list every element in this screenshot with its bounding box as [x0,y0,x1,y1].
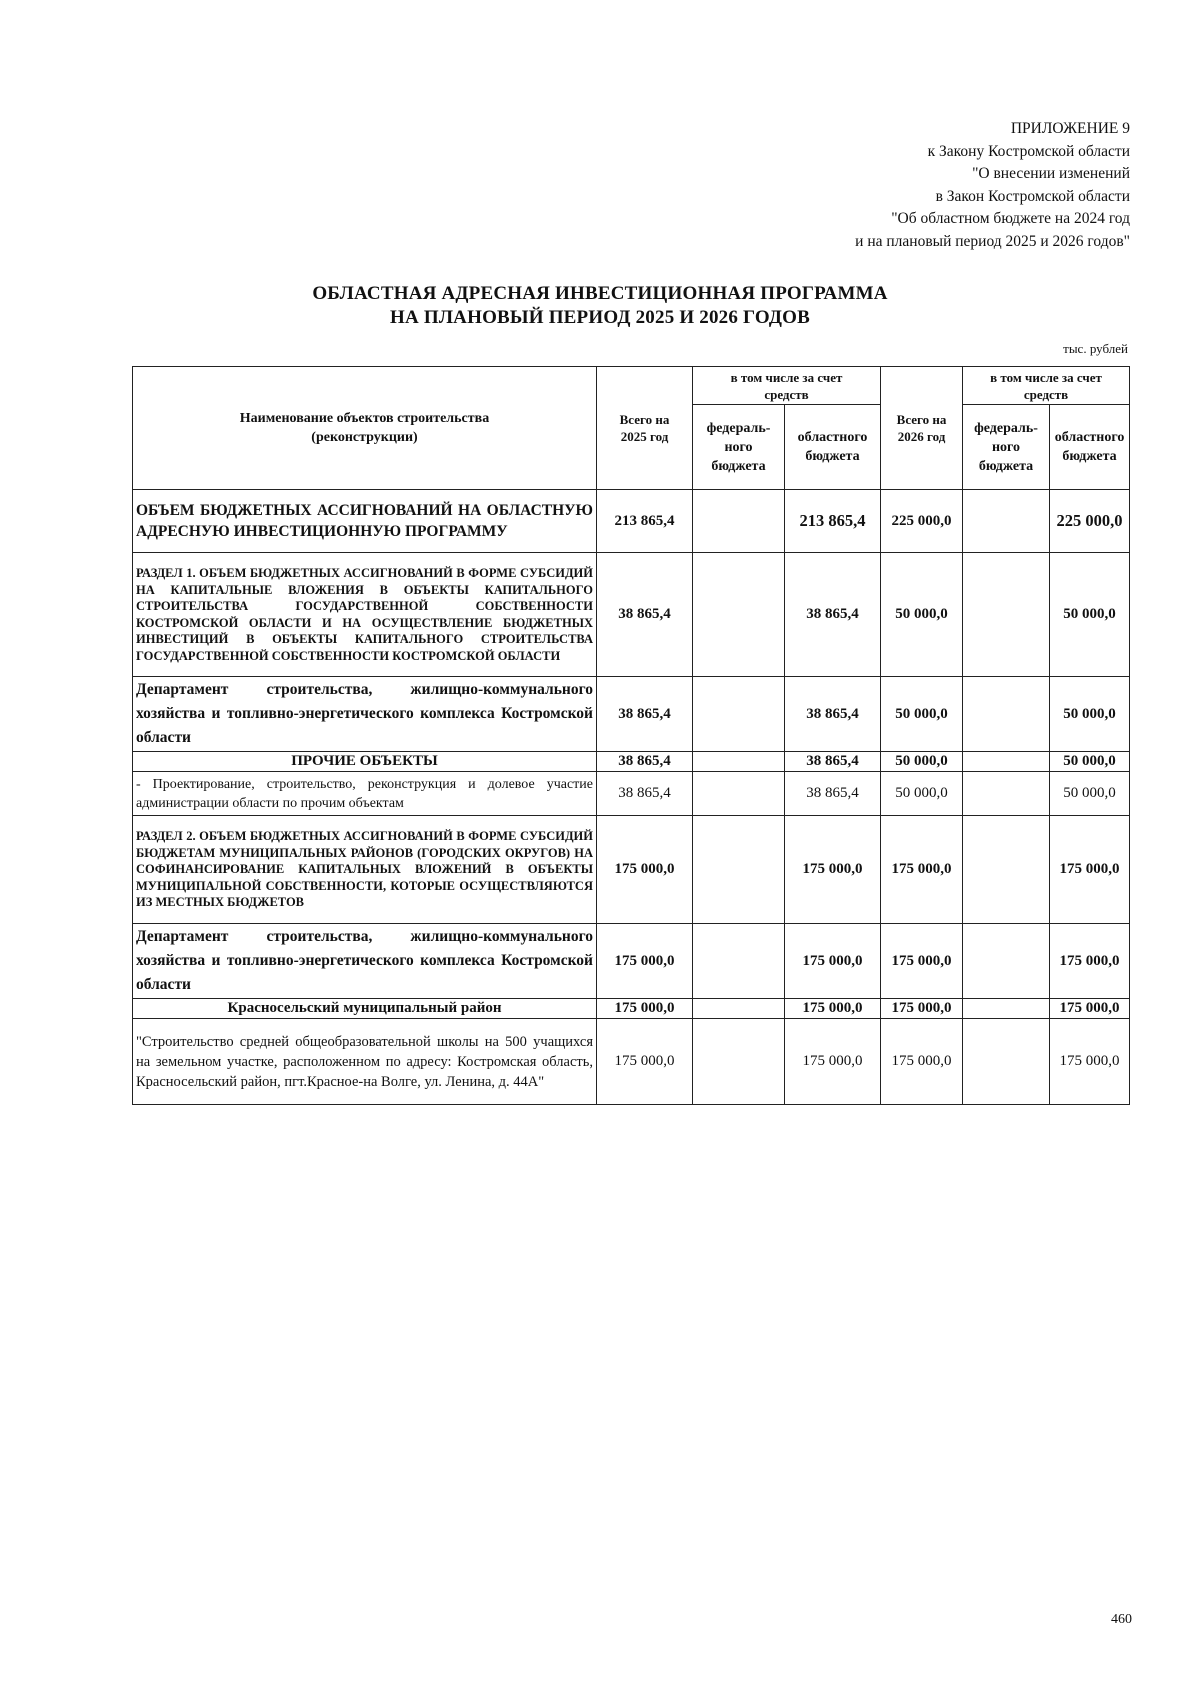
row-total-2026: 175 000,0 [881,924,963,999]
row-total-2025: 38 865,4 [597,772,693,816]
header-total-2025: Всего на 2025 год [597,367,693,490]
row-total-2026: 50 000,0 [881,677,963,752]
appendix-line: "Об областном бюджете на 2024 год [891,210,1130,227]
row-federal-2025 [693,1019,785,1105]
table-header-row [133,367,1130,405]
row-name: ОБЪЕМ БЮДЖЕТНЫХ АССИГНОВАНИЙ НА ОБЛАСТНУЮ АДРЕСНУЮ ИНВЕСТИЦИОННУЮ ПРОГРАММУ [133,490,597,553]
appendix-line: к Закону Костромской области [927,142,1130,160]
row-federal-2026 [963,752,1050,772]
row-federal-2026 [963,924,1050,999]
row-total-2025: 175 000,0 [597,924,693,999]
header-incl-2026: в том числе за счет средств [963,367,1130,405]
investment-program-table [132,366,1130,1105]
header-federal-2026: федераль-ного бюджета [963,405,1050,490]
table-row [133,677,1130,752]
row-regional-2026: 50 000,0 [1050,752,1130,772]
table-row [133,816,1130,924]
row-total-2026: 175 000,0 [881,999,963,1019]
row-total-2026: 50 000,0 [881,752,963,772]
row-regional-2025: 175 000,0 [785,999,881,1019]
row-total-2026: 50 000,0 [881,553,963,677]
row-regional-2026: 175 000,0 [1050,1019,1130,1105]
row-total-2025: 38 865,4 [597,553,693,677]
table-row [133,999,1130,1019]
row-name: РАЗДЕЛ 2. ОБЪЕМ БЮДЖЕТНЫХ АССИГНОВАНИЙ В ФОРМЕ СУБСИДИЙ БЮДЖЕТАМ МУНИЦИПАЛЬНЫХ РАЙОНОВ (ГОРОДСКИХ ОКРУГОВ) НА СОФИНАНСИРОВАНИЕ КАПИТАЛЬНЫХ ВЛОЖЕНИЙ В ОБЪЕКТЫ МУНИЦИПАЛЬНОЙ СОБСТВЕННОСТИ, КОТОРЫЕ ОСУЩЕСТВЛЯЮТСЯ ИЗ МЕСТНЫХ БЮДЖЕТОВ [133,816,597,924]
row-name: "Строительство средней общеобразовательной школы на 500 учащихся на земельном участке, расположенном по адресу: Костромская область, Красносельский район, пгт.Красное-на Волге, ул. Ленина, д. 44А" [133,1019,597,1105]
row-regional-2025: 175 000,0 [785,924,881,999]
table-row [133,772,1130,816]
row-regional-2025: 38 865,4 [785,677,881,752]
table-row [133,924,1130,999]
row-federal-2025 [693,490,785,553]
row-total-2026: 175 000,0 [881,816,963,924]
header-name: Наименование объектов строительства (реконструкции) [133,367,597,490]
row-total-2025: 175 000,0 [597,816,693,924]
table-row [133,1019,1130,1105]
row-regional-2025: 213 865,4 [785,490,881,553]
row-federal-2026 [963,490,1050,553]
row-regional-2026: 50 000,0 [1050,553,1130,677]
row-total-2025: 175 000,0 [597,999,693,1019]
title-line-2: НА ПЛАНОВЫЙ ПЕРИОД 2025 И 2026 ГОДОВ [389,307,810,328]
row-federal-2026 [963,772,1050,816]
row-regional-2025: 38 865,4 [785,752,881,772]
row-federal-2026 [963,553,1050,677]
appendix-line: "О внесении изменений [972,165,1130,182]
row-regional-2025: 175 000,0 [785,1019,881,1105]
row-name: - Проектирование, строительство, реконструкция и долевое участие администрации области по прочим объектам [133,772,597,816]
units-label: тыс. рублей [1063,341,1128,356]
row-regional-2026: 175 000,0 [1050,999,1130,1019]
row-regional-2026: 50 000,0 [1050,772,1130,816]
appendix-block [610,118,1130,253]
appendix-line: в Закон Костромской области [935,187,1130,205]
row-name: Департамент строительства, жилищно-коммунального хозяйства и топливно-энергетического комплекса Костромской области [133,924,597,999]
row-name: РАЗДЕЛ 1. ОБЪЕМ БЮДЖЕТНЫХ АССИГНОВАНИЙ В ФОРМЕ СУБСИДИЙ НА КАПИТАЛЬНЫЕ ВЛОЖЕНИЯ В ОБЪЕКТЫ КАПИТАЛЬНОГО СТРОИТЕЛЬСТВА ГОСУДАРСТВЕННОЙ СОБСТВЕННОСТИ КОСТРОМСКОЙ ОБЛАСТИ И НА ОСУЩЕСТВЛЕНИЕ БЮДЖЕТНЫХ ИНВЕСТИЦИЙ В ОБЪЕКТЫ КАПИТАЛЬНОГО СТРОИТЕЛЬСТВА ГОСУДАРСТВЕННОЙ СОБСТВЕННОСТИ КОСТРОМСКОЙ ОБЛАСТИ [133,553,597,677]
appendix-line: и на плановый период 2025 и 2026 годов" [855,232,1130,250]
row-federal-2026 [963,816,1050,924]
row-total-2026: 225 000,0 [881,490,963,553]
row-federal-2025 [693,999,785,1019]
row-federal-2025 [693,677,785,752]
row-name: ПРОЧИЕ ОБЪЕКТЫ [133,752,597,772]
row-federal-2025 [693,816,785,924]
row-total-2026: 175 000,0 [881,1019,963,1105]
appendix-line: ПРИЛОЖЕНИЕ 9 [1010,120,1130,137]
row-total-2025: 175 000,0 [597,1019,693,1105]
row-federal-2025 [693,553,785,677]
row-federal-2026 [963,1019,1050,1105]
row-name: Красносельский муниципальный район [133,999,597,1019]
row-regional-2025: 38 865,4 [785,553,881,677]
row-federal-2025 [693,924,785,999]
document-title [0,282,1200,330]
row-name: Департамент строительства, жилищно-коммунального хозяйства и топливно-энергетического комплекса Костромской области [133,677,597,752]
row-regional-2026: 50 000,0 [1050,677,1130,752]
row-federal-2026 [963,677,1050,752]
row-total-2025: 38 865,4 [597,677,693,752]
header-regional-2026: областного бюджета [1050,405,1130,490]
row-federal-2026 [963,999,1050,1019]
row-total-2026: 50 000,0 [881,772,963,816]
title-line-1: ОБЛАСТНАЯ АДРЕСНАЯ ИНВЕСТИЦИОННАЯ ПРОГРАММА [312,283,888,304]
row-regional-2026: 175 000,0 [1050,816,1130,924]
header-incl-2025: в том числе за счет средств [693,367,881,405]
row-regional-2026: 175 000,0 [1050,924,1130,999]
header-regional-2025: областного бюджета [785,405,881,490]
row-federal-2025 [693,772,785,816]
row-regional-2025: 38 865,4 [785,772,881,816]
table-row [133,553,1130,677]
row-regional-2026: 225 000,0 [1050,490,1130,553]
row-total-2025: 213 865,4 [597,490,693,553]
row-federal-2025 [693,752,785,772]
header-total-2026: Всего на 2026 год [881,367,963,490]
row-total-2025: 38 865,4 [597,752,693,772]
table-row [133,752,1130,772]
header-federal-2025: федераль-ного бюджета [693,405,785,490]
row-regional-2025: 175 000,0 [785,816,881,924]
page-number: 460 [1111,1612,1132,1627]
table-row [133,490,1130,553]
